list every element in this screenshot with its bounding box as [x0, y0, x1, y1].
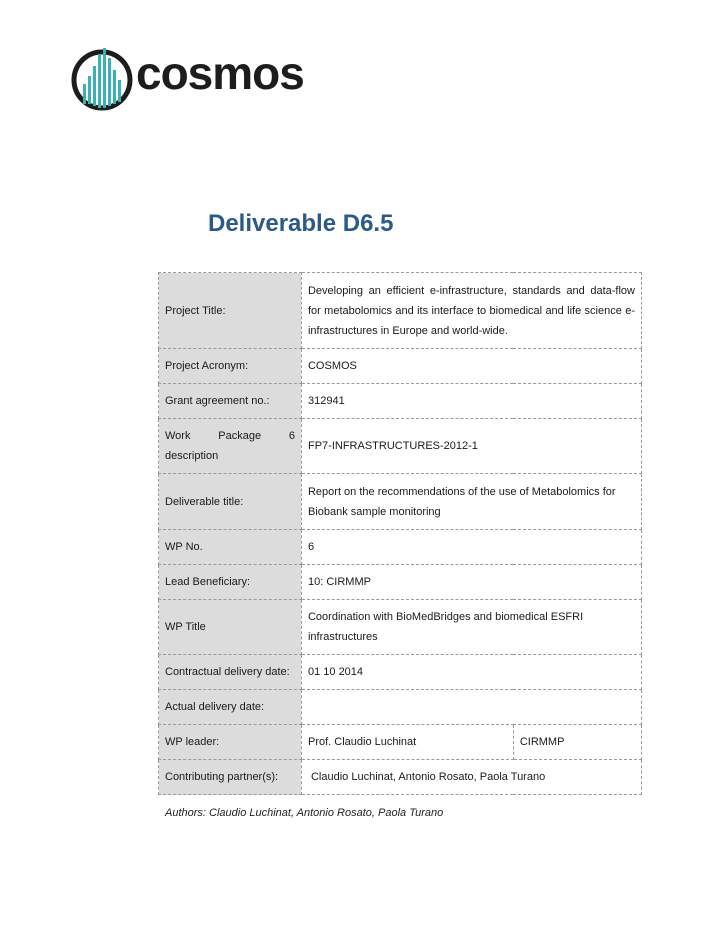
- wp-leader-org: CIRMMP: [513, 725, 641, 760]
- contributing-label: Contributing partner(s):: [159, 760, 302, 795]
- wp-no-label: WP No.: [159, 530, 302, 565]
- cosmos-logo: [70, 44, 330, 114]
- grant-agreement-value: 312941: [301, 384, 641, 419]
- grant-agreement-label: Grant agreement no.:: [159, 384, 302, 419]
- wp-title-value: Coordination with BioMedBridges and biomedical ESFRI infrastructures: [301, 600, 641, 655]
- cosmos-barcode-circle-icon: [70, 44, 134, 114]
- table-row: [159, 530, 642, 565]
- contractual-date-value: 01 10 2014: [301, 655, 641, 690]
- actual-date-value: [301, 690, 641, 725]
- wp-leader-label: WP leader:: [159, 725, 302, 760]
- table-row: [159, 760, 642, 795]
- project-title-value: Developing an efficient e-infrastructure, standards and data-flow for metabolomics and its interface to biomedical and life science e-infrastructures in Europe and world-wide.: [301, 273, 641, 349]
- work-package-value: FP7-INFRASTRUCTURES-2012-1: [301, 419, 641, 474]
- table-row: [159, 690, 642, 725]
- table-row: [159, 419, 642, 474]
- authors-line: Authors: Claudio Luchinat, Antonio Rosato, Paola Turano: [165, 807, 444, 819]
- contractual-date-label: Contractual delivery date:: [159, 655, 302, 690]
- table-row: [159, 474, 642, 530]
- page-title: Deliverable D6.5: [208, 210, 394, 237]
- work-package-label-text: Work Package 6 description: [165, 430, 295, 462]
- contributing-value: Claudio Luchinat, Antonio Rosato, Paola Turano: [301, 760, 641, 795]
- wp-no-value: 6: [301, 530, 641, 565]
- wp-leader-value: Prof. Claudio Luchinat: [301, 725, 513, 760]
- wp-title-label: WP Title: [159, 600, 302, 655]
- deliverable-title-value: Report on the recommendations of the use of Metabolomics for Biobank sample monitoring: [301, 474, 641, 530]
- actual-date-label: Actual delivery date:: [159, 690, 302, 725]
- table-row: [159, 349, 642, 384]
- project-acronym-label: Project Acronym:: [159, 349, 302, 384]
- project-title-label: Project Title:: [159, 273, 302, 349]
- table-row: [159, 725, 642, 760]
- project-acronym-value: COSMOS: [301, 349, 641, 384]
- logo-wordmark: cosmos: [136, 47, 304, 99]
- table-row: [159, 655, 642, 690]
- project-info-table: [158, 272, 642, 795]
- table-row: [159, 565, 642, 600]
- work-package-label: [159, 419, 302, 474]
- table-row: [159, 273, 642, 349]
- lead-beneficiary-label: Lead Beneficiary:: [159, 565, 302, 600]
- table-row: [159, 600, 642, 655]
- table-row: [159, 384, 642, 419]
- deliverable-title-label: Deliverable title:: [159, 474, 302, 530]
- lead-beneficiary-value: 10: CIRMMP: [301, 565, 641, 600]
